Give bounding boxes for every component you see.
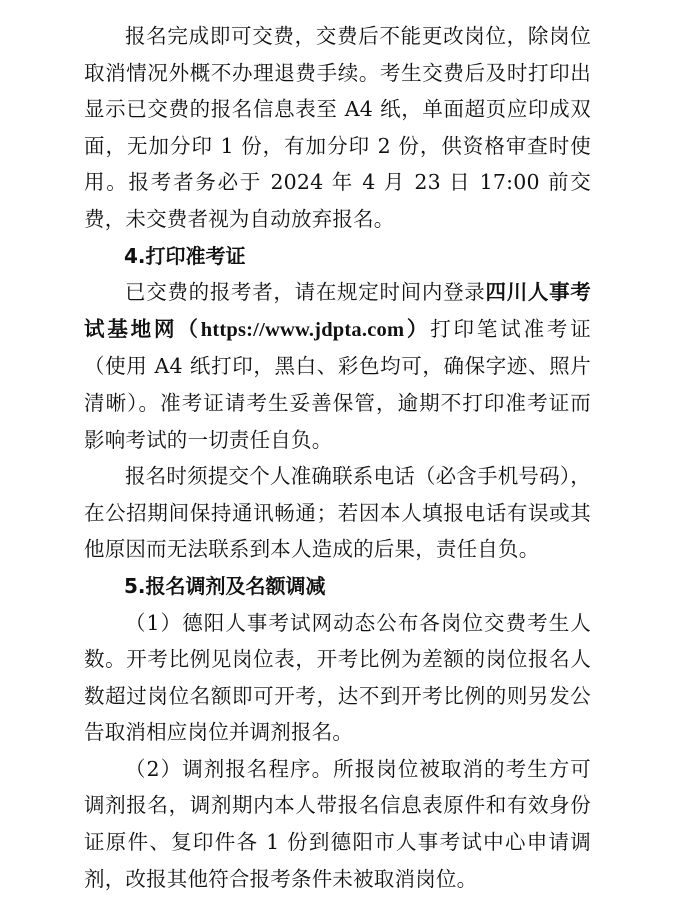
section-heading-print-admission: 4.打印准考证	[124, 243, 246, 268]
paragraph-print-admission	[84, 274, 591, 458]
website-name: 四川人事考试基地网	[84, 280, 592, 341]
paragraph-adjustment-1: （1）德阳人事考试网动态公布各岗位交费考生人数。开考比例见岗位表，开考比例为差额的岗位报名人数超过岗位名额即可开考，达不到开考比例的则另发公告取消相应岗位并调剂报名。	[84, 610, 591, 745]
section-heading-adjustment: 5.报名调剂及名额调减	[124, 573, 326, 598]
paragraph-text-after: 打印笔试准考证（使用 A4 纸打印，黑白、彩色均可，确保字迹、照片清晰）。准考证请考生妥善保管，逾期不打印准考证而影响考试的一切责任自负。	[84, 316, 591, 452]
website-url: （https://www.jdpta.com）	[177, 318, 431, 341]
paragraph-adjustment-2: （2）调剂报名程序。所报岗位被取消的考生方可调剂报名，调剂期内本人带报名信息表原件和有效身份证原件、复印件各 1 份到德阳市人事考试中心申请调剂，改报其他符合报考条件未被取消岗位。	[84, 756, 591, 891]
paragraph-payment: 报名完成即可交费，交费后不能更改岗位，除岗位取消情况外概不办理退费手续。考生交费后及时打印出显示已交费的报名信息表至 A4 纸，单面超页应印成双面，无加分印 1 份，有加分印 2 份，供资格审查时使用。报考者务必于 2024 年 4 月 23 日 17:00 前交费，未交费者视为自动放弃报名。	[84, 24, 591, 231]
paragraph-contact-phone: 报名时须提交个人准确联系电话（必含手机号码），在公招期间保持通讯畅通；若因本人填报电话有误或其他原因而无法联系到本人造成的后果，责任自负。	[84, 464, 591, 562]
paragraph-text-before: 已交费的报考者，请在规定时间内登录	[125, 280, 486, 305]
